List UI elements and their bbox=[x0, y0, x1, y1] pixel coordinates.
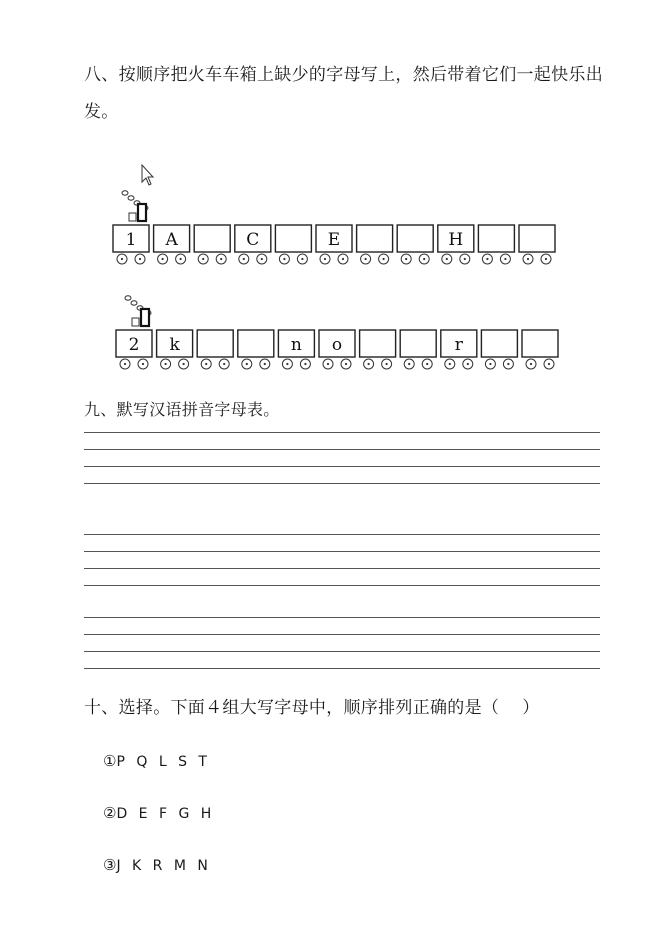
option-letters: P Q L S T bbox=[116, 754, 207, 770]
train-car bbox=[481, 330, 517, 369]
writing-line bbox=[84, 568, 600, 569]
option-2 bbox=[103, 804, 211, 822]
wheel-hub bbox=[202, 258, 204, 260]
train-car bbox=[157, 330, 193, 369]
wheel-hub bbox=[183, 363, 185, 365]
train-car-box bbox=[397, 225, 433, 252]
question-9-title: 九、默写汉语拼音字母表。 bbox=[84, 400, 280, 419]
wheel-hub bbox=[180, 258, 182, 260]
train-car bbox=[438, 225, 474, 264]
chimney-icon bbox=[141, 309, 149, 326]
wheel-hub bbox=[165, 363, 167, 365]
smoke-puff-icon bbox=[125, 296, 131, 300]
train-car bbox=[441, 330, 477, 369]
writing-line bbox=[84, 668, 600, 669]
wheel-hub bbox=[365, 258, 367, 260]
train-car-letter: k bbox=[169, 335, 180, 355]
wheel-hub bbox=[205, 363, 207, 365]
wheel-hub bbox=[405, 258, 407, 260]
train-car-box bbox=[481, 330, 517, 357]
writing-line bbox=[84, 617, 600, 618]
question-8-title-line1: 八、按顺序把火车车箱上缺少的字母写上，然后带着它们一起快乐出 bbox=[84, 65, 603, 85]
writing-line bbox=[84, 634, 600, 635]
wheel-hub bbox=[548, 363, 550, 365]
smoke-puff-icon bbox=[128, 196, 134, 200]
wheel-hub bbox=[142, 363, 144, 365]
train-car-letter: 2 bbox=[128, 335, 140, 355]
train-car bbox=[113, 225, 149, 264]
smoke-puff-icon bbox=[131, 301, 137, 305]
train-car-box bbox=[194, 225, 230, 252]
wheel-hub bbox=[368, 363, 370, 365]
train-car bbox=[357, 225, 393, 264]
wheel-hub bbox=[162, 258, 164, 260]
option-marker: ③ bbox=[103, 856, 117, 874]
train-car-box bbox=[519, 225, 555, 252]
train-car bbox=[154, 225, 190, 264]
wheel-hub bbox=[124, 363, 126, 365]
wheel-hub bbox=[121, 258, 123, 260]
smoke-puff-icon bbox=[122, 191, 128, 195]
wheel-hub bbox=[264, 363, 266, 365]
train-car-box bbox=[522, 330, 558, 357]
option-marker: ① bbox=[103, 752, 117, 770]
pinyin-writing-block-1 bbox=[84, 432, 600, 488]
wheel-hub bbox=[486, 258, 488, 260]
chimney-icon bbox=[138, 204, 146, 221]
option-letters: D E F G H bbox=[116, 806, 212, 822]
wheel-hub bbox=[383, 258, 385, 260]
wheel-hub bbox=[342, 258, 344, 260]
train-car bbox=[238, 330, 274, 369]
wheel-hub bbox=[489, 363, 491, 365]
cab-window-icon bbox=[129, 213, 136, 221]
train-car-letter: E bbox=[327, 230, 341, 250]
train-car bbox=[194, 225, 230, 264]
pinyin-writing-block-3 bbox=[84, 617, 600, 673]
writing-line bbox=[84, 432, 600, 433]
wheel-hub bbox=[304, 363, 306, 365]
train-car bbox=[400, 330, 436, 369]
train-car bbox=[235, 225, 271, 264]
wheel-hub bbox=[446, 258, 448, 260]
train-car bbox=[197, 330, 233, 369]
train-car-box bbox=[275, 225, 311, 252]
wheel-hub bbox=[301, 258, 303, 260]
train-car-box bbox=[197, 330, 233, 357]
option-3 bbox=[103, 856, 208, 874]
wheel-hub bbox=[223, 363, 225, 365]
wheel-hub bbox=[283, 258, 285, 260]
train-2 bbox=[116, 296, 558, 369]
question-10-title: 十、选择。下面４组大写字母中，顺序排列正确的是（ ） bbox=[84, 698, 540, 718]
train-car bbox=[319, 330, 355, 369]
train-car bbox=[522, 330, 558, 369]
wheel-hub bbox=[530, 363, 532, 365]
wheel-hub bbox=[139, 258, 141, 260]
option-letters: J K R M N bbox=[116, 858, 208, 874]
question-8-title-line2: 发。 bbox=[84, 102, 119, 122]
train-car bbox=[275, 225, 311, 264]
wheel-hub bbox=[324, 258, 326, 260]
wheel-hub bbox=[327, 363, 329, 365]
train-car-letter: A bbox=[165, 230, 178, 250]
wheel-hub bbox=[423, 258, 425, 260]
pinyin-writing-block-2 bbox=[84, 534, 600, 590]
wheel-hub bbox=[464, 258, 466, 260]
train-car-box bbox=[360, 330, 396, 357]
option-1 bbox=[103, 752, 207, 770]
train-diagram bbox=[0, 0, 671, 380]
train-car bbox=[316, 225, 352, 264]
train-car bbox=[519, 225, 555, 264]
train-car-box bbox=[238, 330, 274, 357]
writing-line bbox=[84, 534, 600, 535]
wheel-hub bbox=[246, 363, 248, 365]
train-car bbox=[397, 225, 433, 264]
train-car bbox=[278, 330, 314, 369]
cab-window-icon bbox=[132, 318, 139, 326]
train-car-letter: 1 bbox=[125, 230, 137, 250]
train-car-letter: n bbox=[290, 335, 302, 355]
wheel-hub bbox=[220, 258, 222, 260]
writing-line bbox=[84, 551, 600, 552]
wheel-hub bbox=[426, 363, 428, 365]
wheel-hub bbox=[467, 363, 469, 365]
option-marker: ② bbox=[103, 804, 117, 822]
writing-line bbox=[84, 651, 600, 652]
wheel-hub bbox=[243, 258, 245, 260]
train-car-box bbox=[400, 330, 436, 357]
train-car-letter: C bbox=[246, 230, 260, 250]
train-1 bbox=[113, 191, 555, 264]
wheel-hub bbox=[408, 363, 410, 365]
train-car bbox=[478, 225, 514, 264]
wheel-hub bbox=[449, 363, 451, 365]
writing-line bbox=[84, 585, 600, 586]
wheel-hub bbox=[545, 258, 547, 260]
wheel-hub bbox=[261, 258, 263, 260]
wheel-hub bbox=[527, 258, 529, 260]
train-car bbox=[360, 330, 396, 369]
train-car-letter: o bbox=[331, 335, 343, 355]
train-car-letter: H bbox=[448, 230, 464, 250]
wheel-hub bbox=[507, 363, 509, 365]
wheel-hub bbox=[286, 363, 288, 365]
wheel-hub bbox=[504, 258, 506, 260]
writing-line bbox=[84, 449, 600, 450]
writing-line bbox=[84, 466, 600, 467]
train-car-letter: r bbox=[454, 335, 463, 355]
train-car bbox=[116, 330, 152, 369]
writing-line bbox=[84, 483, 600, 484]
wheel-hub bbox=[386, 363, 388, 365]
train-car-box bbox=[357, 225, 393, 252]
train-car-box bbox=[478, 225, 514, 252]
wheel-hub bbox=[345, 363, 347, 365]
